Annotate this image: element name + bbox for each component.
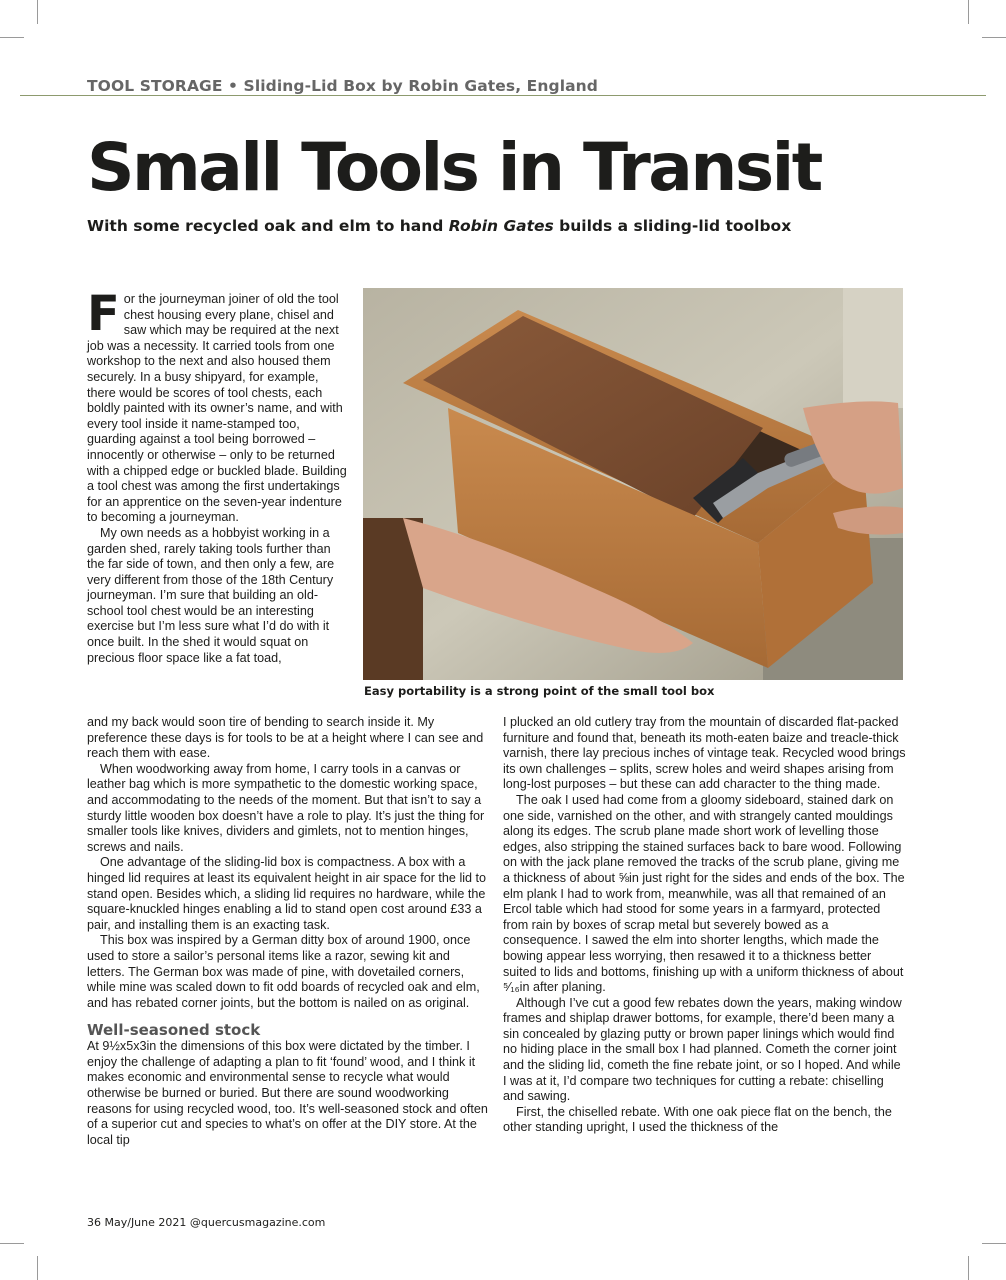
toolbox-photo [363,288,903,680]
standfirst-author: Robin Gates [448,217,554,235]
paragraph: The oak I used had come from a gloomy sideboard, stained dark on one side, varnished on the other, and with strangely canted mouldings along its edges. The scrub plane made short work of levelling those edges, also stripping the stained surfaces back to bare wood. Following on with the jack plane removed the tracks of the scrub plane, giving me a thickness of about ⅝in just right for the sides and ends of the box. The elm plank I had to work from, meanwhile, was all that remained of an Ercol table which had stood for some years in a farmyard, protected from rain by boxes of scrap metal but severely bowed as a consequence. I sawed the elm into shorter lengths, which made the bowing appear less worrying, then resawed it to a thickness better suited to lids and bottoms, finishing up with a uniform thickness of about ⁵⁄₁₆in after planing. [503,792,905,995]
crop-mark [37,1256,38,1280]
crop-mark [982,37,1006,38]
paragraph: and my back would soon tire of bending to search inside it. My preference these days is for tools to be at a height where I can see and reach them with ease. [87,715,484,761]
section-kicker: TOOL STORAGE • Sliding-Lid Box by Robin Gates, England [87,77,599,95]
page-folio: 36 May/June 2021 @quercusmagazine.com [87,1216,326,1229]
body-column-left-bottom [87,715,491,1148]
crop-mark [37,0,38,24]
crop-mark [0,1243,24,1244]
paragraph: This box was inspired by a German ditty box of around 1900, once used to store a sailor’s personal items like a razor, sewing kit and letters. The German box was made of pine, with dovetailed corners, while mine was scaled down to fit odd boards of recycled oak and elm, and has rebated corner joints, but the bottom is nailed on as original. [87,933,480,1010]
paragraph [87,286,349,526]
crop-mark [968,1256,969,1280]
paragraph: My own needs as a hobbyist working in a garden shed, rarely taking tools further than the far side of town, and then only a few, are very different from those of the 18th Century journeyman. I’m sure that building an old-school tool chest would be an interesting exercise but I’m less sure what I’d do with it once built. In the shed it would squat on precious floor space like a fat toad, [87,525,335,665]
paragraph: I plucked an old cutlery tray from the mountain of discarded flat-packed furniture and found that, beneath its moth-eaten baize and treacle-thick varnish, there lay precious inches of vintage teak. Recycled wood brings its own challenges – splits, screw holes and weird shapes arising from long-lost purposes – but these can add character to the thing made. [503,715,906,792]
crop-mark [0,37,24,38]
body-column-right [503,715,907,1136]
standfirst-text-end: builds a sliding-lid toolbox [553,217,792,235]
paragraph-text: or the journeyman joiner of old the tool chest housing every plane, chisel and saw which may be required at the next job was a necessity. It carried tools from one workshop to the next and also housed them securely. In a busy shipyard, for example, there would be scores of tool chests, each boldly painted with its owner’s name, and with every tool inside it name-stamped too, guarding against a tool being borrowed – innocently or otherwise – only to be returned with a chipped edge or buckled blade. Building a tool chest was among the first undertakings for an apprentice on the seven-year indenture to becoming a journeyman. [87,292,347,525]
crop-mark [982,1243,1006,1244]
paragraph: First, the chiselled rebate. With one oak piece flat on the bench, the other standing upright, I used the thickness of the [503,1104,892,1135]
article-standfirst [87,217,791,235]
crop-mark [968,0,969,24]
standfirst-text: With some recycled oak and elm to hand [87,217,449,235]
body-column-left-top [87,286,349,666]
kicker-rule [20,95,986,96]
drop-cap: F [87,286,120,342]
photo-caption: Easy portability is a strong point of the small tool box [364,684,715,698]
article-title: Small Tools in Transit [87,129,821,206]
paragraph: At 9½x5x3in the dimensions of this box were dictated by the timber. I enjoy the challenge of adapting a plan to fit ‘found’ wood, and I think it makes economic and environmental sense to recycle what would otherwise be burned or buried. But there are sound woodworking reasons for using recycled wood, too. It’s well-seasoned stock and often of a superior cut and species to what’s on offer at the DIY store. At the local tip [87,1039,488,1147]
paragraph: When woodworking away from home, I carry tools in a canvas or leather bag which is more sympathetic to the domestic working space, and accommodating to the needs of the moment. But that isn’t to say a sturdy little wooden box doesn’t have a role to play. It’s just the thing for smaller tools like knives, dividers and gimlets, not to mention hinges, screws and nails. [87,761,485,854]
section-subhead: Well-seasoned stock [87,1021,261,1040]
paragraph: One advantage of the sliding-lid box is compactness. A box with a hinged lid requires at least its equivalent height in air space for the lid to stand open. Besides which, a sliding lid requires no hardware, while the square-knuckled hinges enabling a lid to stand open cost around £33 a pair, and installing them is an exacting task. [87,855,487,932]
paragraph: Although I’ve cut a good few rebates down the years, making window frames and shiplap drawer bottoms, for example, there’d been many a sin concealed by glazing putty or brown paper linings which would find no hiding place in the small box I had planned. Cometh the corner joint and the sliding lid, cometh the fine rebate joint, or so I hoped. And while I was at it, I’d compare two techniques for cutting a rebate: chiselling and sawing. [503,995,902,1104]
